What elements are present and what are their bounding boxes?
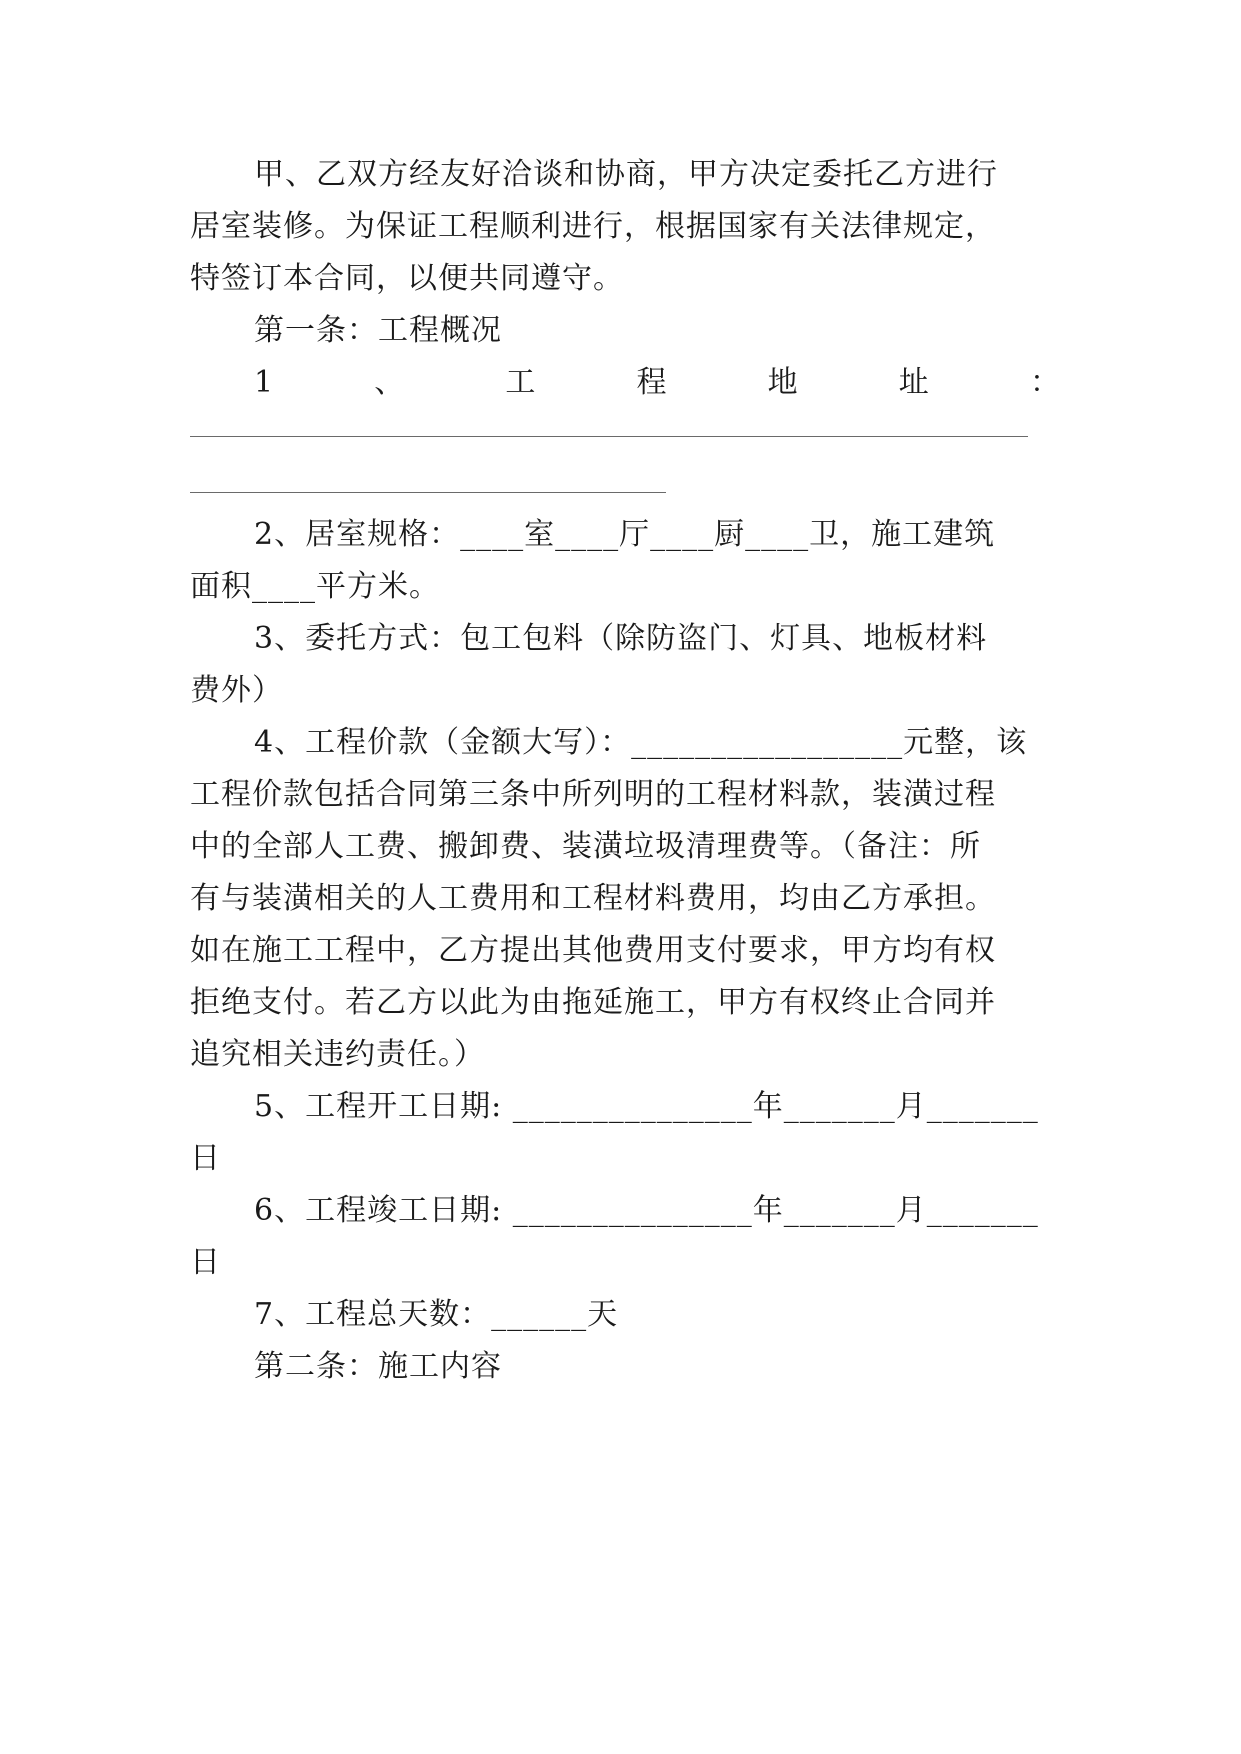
start-date-line-2: 日	[190, 1141, 221, 1176]
start-date-line-1: 5、工程开工日期: _______________年_______月_______	[254, 1089, 1039, 1124]
price-line-6: 拒绝支付。若乙方以此为由拖延施工，甲方有权终止合同并	[190, 985, 996, 1020]
price-line-2: 工程价款包括合同第三条中所列明的工程材料款，装潢过程	[190, 777, 996, 812]
article-2-heading: 第二条：施工内容	[254, 1349, 502, 1384]
end-date-line-1: 6、工程竣工日期: _______________年_______月_______	[254, 1193, 1039, 1228]
price-line-7: 追究相关违约责任。）	[190, 1037, 485, 1072]
method-line-2: 费外）	[190, 673, 283, 708]
intro-line-1: 甲、乙双方经友好洽谈和协商，甲方决定委托乙方进行	[254, 157, 998, 192]
address-label-char: 址	[898, 365, 929, 400]
spec-line-1: 2、居室规格：____室____厅____厨____卫，施工建筑	[254, 517, 996, 552]
end-date-line-2: 日	[190, 1245, 221, 1280]
address-label-char: 1	[254, 365, 274, 400]
price-line-4: 有与装潢相关的人工费用和工程材料费用，均由乙方承担。	[190, 881, 996, 916]
price-line-5: 如在施工工程中，乙方提出其他费用支付要求，甲方均有权	[190, 933, 996, 968]
method-line-1: 3、委托方式：包工包料（除防盗门、灯具、地板材料	[254, 621, 988, 656]
intro-line-2: 居室装修。为保证工程顺利进行，根据国家有关法律规定，	[190, 209, 996, 244]
address-label	[254, 363, 1060, 403]
price-line-3: 中的全部人工费、搬卸费、装潢垃圾清理费等。（备注：所	[190, 829, 981, 864]
intro-line-3: 特签订本合同，以便共同遵守。	[190, 261, 624, 296]
address-label-char: ：	[1029, 365, 1060, 400]
address-blank-line-2	[190, 492, 666, 493]
spec-line-2: 面积____平方米。	[190, 569, 440, 604]
total-days-line: 7、工程总天数：______天	[254, 1297, 619, 1332]
address-label-char: 工	[505, 365, 536, 400]
article-1-heading: 第一条：工程概况	[254, 313, 502, 348]
address-label-char: 程	[636, 365, 667, 400]
address-label-char: 、	[374, 365, 405, 400]
price-line-1: 4、工程价款（金额大写）：_________________元整，该	[254, 725, 1028, 760]
address-label-char: 地	[767, 365, 798, 400]
address-blank-line-1	[190, 436, 1028, 437]
